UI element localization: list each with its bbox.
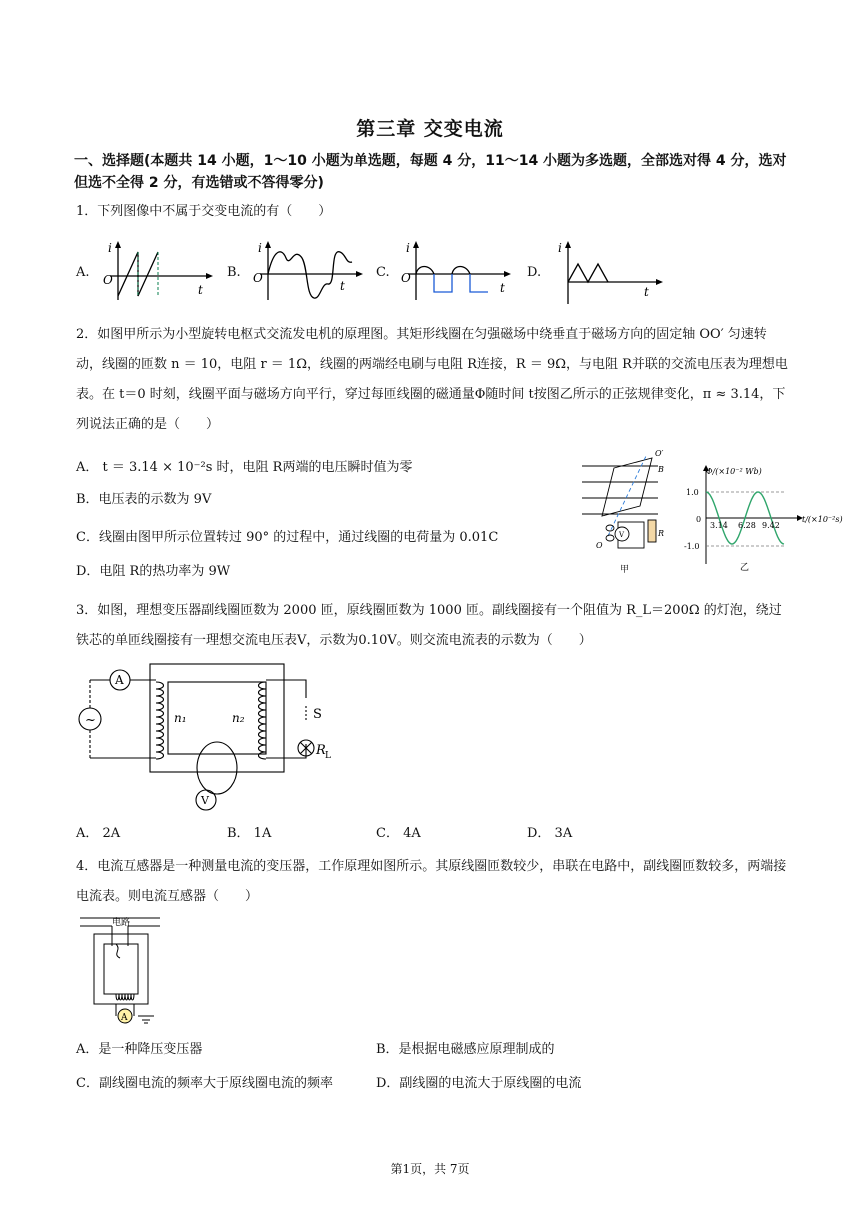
q1-c-axis-i: i [406,241,410,255]
q3-ac-source-symbol: ~ [85,713,96,728]
q3-lamp-label: R [316,743,326,758]
q3-option-a: A． 2A [76,826,121,841]
q1-stem: 1．下列图像中不属于交变电流的有（ ） [76,204,332,219]
q1-a-axis-i: i [108,241,112,255]
q4-option-d: D．副线圈的电流大于原线圈的电流 [376,1076,582,1091]
q1-a-origin: O [103,273,113,287]
q3-option-b: B． 1A [227,826,272,841]
q3-primary-coil [156,682,164,759]
q2-option-b: B．电压表的示数为 9V [76,492,212,507]
q2-tick-314: 3.14 [710,521,728,530]
q4-option-c: C．副线圈电流的频率大于原线圈电流的频率 [76,1076,333,1091]
q1-graph-d [550,238,670,306]
q1-b-origin: O [253,271,263,285]
q3-voltmeter-label: V [201,794,209,807]
q2-option-a: A． t ＝ 3.14 × 10⁻²s 时，电阻 R两端的电压瞬时值为零 [76,460,413,475]
q3-ammeter-label: A [115,673,124,687]
section-heading: 一、选择题(本题共 14 小题，1～10 小题为单选题，每题 4 分，11～14 小题为多选题，全部选对得 4 分，选对但选不全得 2 分，有选错或不答得零分) [74,153,787,191]
q1-graph-c [398,238,518,306]
q3-lamp-label-sub: L [325,751,331,761]
q2-label-o: O [596,541,603,550]
q2-option-c: C．线圈由图甲所示位置转过 90° 的过程中，通过线圈的电荷量为 0.01C [76,530,499,545]
page-footer: 第1页，共 7页 [390,1162,470,1176]
q1-b-axis-i: i [258,241,262,255]
q1-c-origin: O [401,271,411,285]
q3-secondary-coil [259,682,267,759]
q4-option-b: B．是根据电磁感应原理制成的 [376,1042,555,1057]
q2-flux-chart [684,462,844,574]
q2-tick-neg1: -1.0 [684,542,700,551]
q1-option-a-label: A. [76,265,90,280]
q2-label-v: V [619,531,625,539]
q4-current-transformer-figure [76,912,166,1028]
q1-graph-a [100,238,220,306]
q1-option-c-label: C. [376,265,390,280]
q2-caption-yi: 乙 [740,563,750,573]
q3-option-d: D． 3A [527,826,573,841]
q1-c-axis-t: t [500,281,505,295]
q3-stem: 3．如图，理想变压器副线圈匝数为 2000 匝，原线圈匝数为 1000 匝。副线圈接有一个阻值为 R_L＝200Ω 的灯泡，绕过铁芯的单匝线圈接有一理想交流电压表V，示数为0.10V。则交流电流表的示数为（ ） [76,603,782,648]
q1-option-b-label: B. [227,265,241,280]
q1-a-axis-t: t [198,283,203,297]
q3-label-n1: n₁ [174,711,187,725]
q2-stem: 2．如图甲所示为小型旋转电枢式交流发电机的原理图。其矩形线圈在匀强磁场中绕垂直于磁场方向的固定轴 OO′ 匀速转动，线圈的匝数 n ＝ 10，电阻 r ＝ 1Ω，线圈的两端经电刷与电阻 R连接，R ＝ 9Ω，与电阻 R并联的交流电压表为理想电表。在 t＝0 时刻，线圈平面与磁场方向平行，穿过每匝线圈的磁通量Φ随时间 t按图乙所示的正弦规律变化，π ≈ 3.14，下列说法正确的是（ ） [76,327,788,432]
q3-option-c: C． 4A [376,826,421,841]
q4-ammeter-label: A [121,1013,128,1023]
q2-tick-0: 0 [696,515,702,524]
q1-graph-b [250,238,370,306]
q1-d-axis-t: t [644,285,649,299]
q4-stem: 4．电流互感器是一种测量电流的变压器，工作原理如图所示。其原线圈匝数较少，串联在电路中，副线圈匝数较多，两端接电流表。则电流互感器（ ） [76,859,787,904]
q4-secondary-coil [116,994,134,1000]
q3-transformer-figure [76,660,346,820]
q2-chart-ylabel: Φ/(×10⁻² Wb) [706,467,762,476]
q4-option-a: A．是一种降压变压器 [76,1042,203,1057]
page-title: 第三章 交变电流 [356,118,504,140]
q3-label-n2: n₂ [232,711,245,725]
q2-tick-628: 6.28 [738,521,756,530]
q2-label-o-prime: O′ [655,449,664,458]
q2-caption-jia: 甲 [620,565,630,575]
q3-switch-label: S [313,707,322,722]
q2-figure-generator [574,444,684,576]
q2-option-d: D．电阻 R的热功率为 9W [76,564,231,579]
q1-d-axis-i: i [558,241,562,255]
q1-option-d-label: D. [527,265,542,280]
q2-label-r: R [658,529,665,538]
q2-tick-1: 1.0 [686,488,699,497]
q4-circuit-label: 电路 [112,918,131,928]
q1-b-axis-t: t [340,279,345,293]
q2-tick-942: 9.42 [762,521,780,530]
q2-label-b: B [658,465,664,474]
q2-chart-xlabel: t/(×10⁻²s) [802,515,843,524]
